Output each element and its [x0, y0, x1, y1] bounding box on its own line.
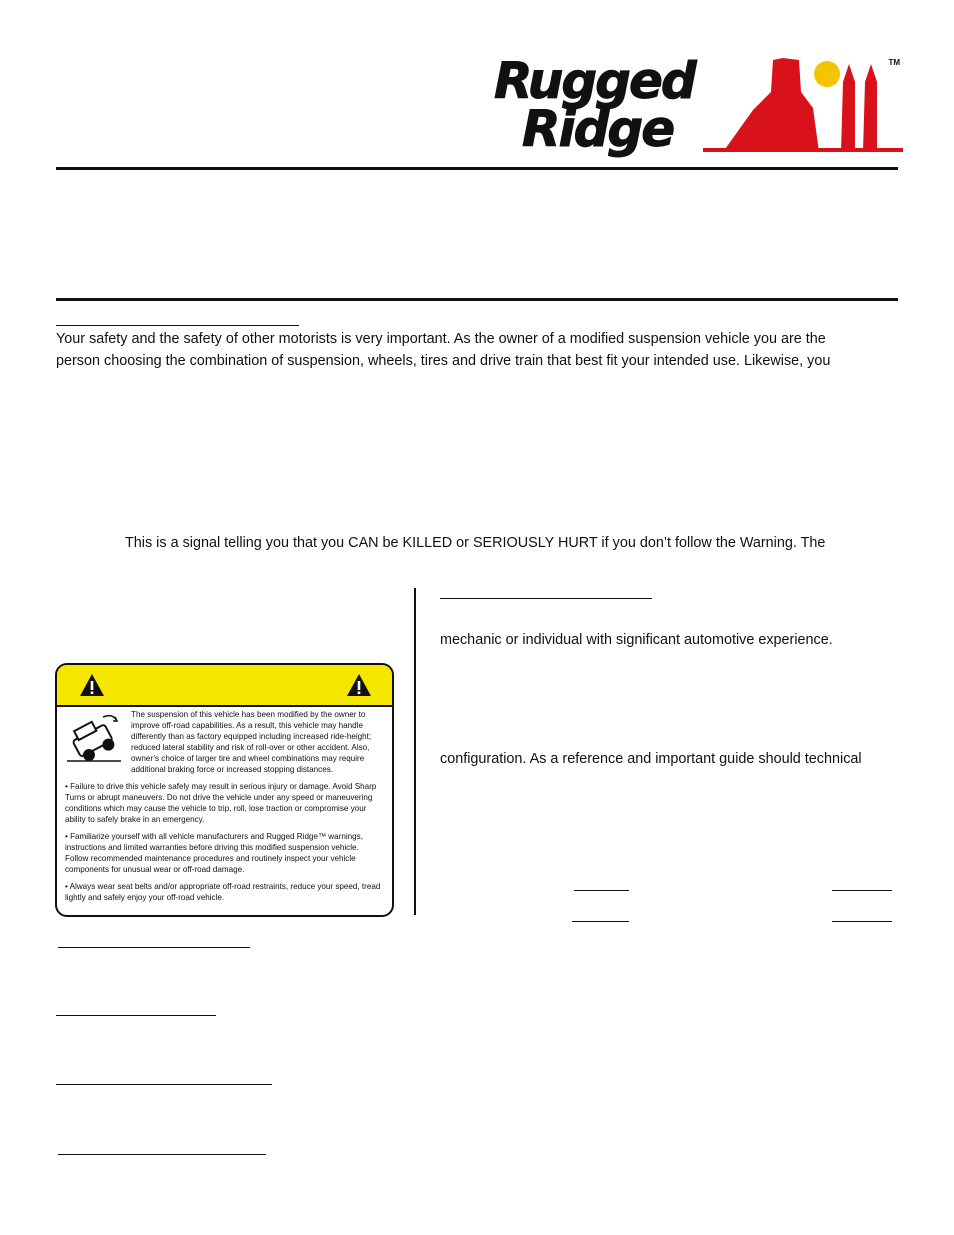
section-heading-underline — [56, 1015, 216, 1016]
intro-paragraph — [56, 328, 898, 372]
heading-underline — [56, 325, 299, 326]
logo-mesa-sun-graphic — [703, 52, 903, 152]
section-heading-underline — [58, 1154, 266, 1155]
right-col-line-1: mechanic or individual with significant automotive experience. — [440, 632, 833, 648]
warning-triangle-icon — [79, 673, 105, 697]
warning-bullet: • Failure to drive this vehicle safely may result in serious injury or damage. Avoid Sharp Turns or abrupt maneuvers. Do not drive the vehicle under any speed or maneuvering conditions which may cause the vehicle to trip, roll, lose traction or compromise your ability to safely brake in an emergency. — [65, 782, 377, 824]
section-heading-underline — [56, 1084, 272, 1085]
brand-logo — [488, 52, 900, 160]
warning-label — [55, 663, 394, 917]
intro-line-2: person choosing the combination of suspension, wheels, tires and drive train that best fit your intended use. Likewise, you — [56, 353, 831, 369]
blank-underline — [832, 890, 892, 891]
warning-bullet: • Familiarize yourself with all vehicle manufacturers and Rugged Ridge™ warnings, instructions and limited warranties before driving this modified suspension vehicle. Follow recommended maintenance procedures and routinely inspect your vehicle components for unusual wear or off-road damage. — [65, 832, 363, 874]
logo-word-rugged: Rugged — [494, 52, 695, 110]
warning-bullet: • Always wear seat belts and/or appropriate off-road restraints, reduce your speed, tread lightly and safely enjoy your off-road vehicle. — [65, 882, 381, 902]
logo-word-ridge: Ridge — [522, 100, 674, 158]
intro-line-1: Your safety and the safety of other motorists is very important. As the owner of a modified suspension vehicle you are the — [56, 331, 826, 347]
right-col-line-2: configuration. As a reference and important guide should technical — [440, 751, 862, 767]
warning-intro-text: The suspension of this vehicle has been modified by the owner to improve off-road capabilities. As a result, this vehicle may handle differently than as factory equipped including increased ride-height; reduced lateral stability and risk of roll-over or other accident. Also, owner’s choice of larger tire and wheel combinations may require additional braking force or increased stopping distances. — [131, 710, 372, 774]
warning-label-body — [65, 709, 383, 903]
right-heading-underline — [440, 598, 652, 599]
blank-underline — [574, 890, 629, 891]
signal-word-text: This is a signal telling you that you CAN be KILLED or SERIOUSLY HURT if you don’t follow the Warning. The — [125, 535, 826, 551]
section-rule — [56, 298, 898, 301]
warning-triangle-icon — [346, 673, 372, 697]
top-rule — [56, 167, 898, 170]
trademark-mark: TM — [888, 58, 900, 67]
section-heading-underline — [58, 947, 250, 948]
column-divider — [414, 588, 416, 915]
blank-underline — [832, 921, 892, 922]
warning-label-header — [57, 665, 392, 707]
blank-underline — [572, 921, 629, 922]
